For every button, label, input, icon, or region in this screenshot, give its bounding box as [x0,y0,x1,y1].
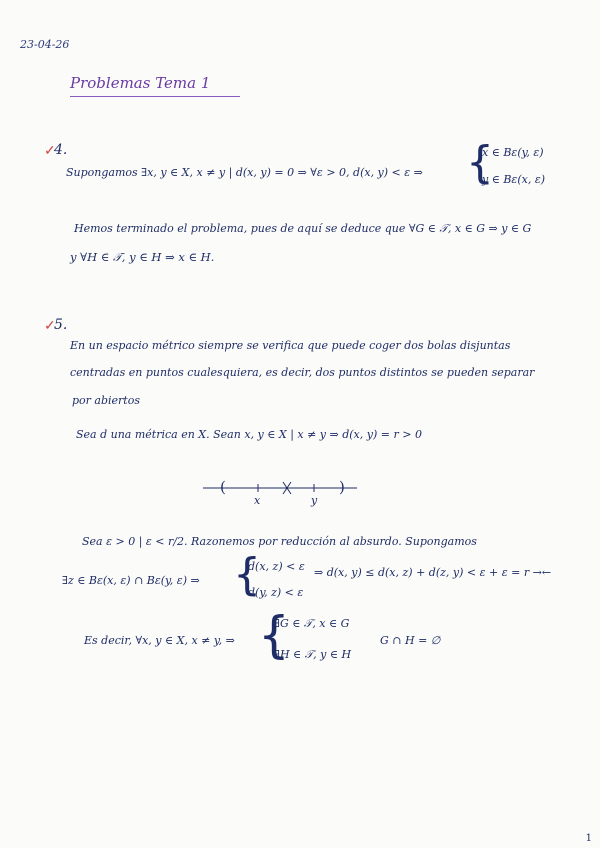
problem4-case2: y ∈ Bε(x, ε) [482,173,546,186]
problem5-conclusion-left: Es decir, ∀x, y ∈ X, x ≠ y, ⇒ [84,634,235,647]
problem4-line3: y ∀H ∈ 𝒯, y ∈ H ⇒ x ∈ H. [70,250,215,264]
date: 23-04-26 [20,38,70,51]
problem5-paragraph-line1: En un espacio métrico siempre se verifica que puede coger dos bolas disjuntas [70,339,511,352]
problem5-z-line-left: ∃z ∈ Bε(x, ε) ∩ Bε(y, ε) ⇒ [62,574,200,587]
title-underline [70,96,240,97]
x-point-label: x [254,494,261,507]
problem5-checkmark: ✓ [44,318,56,334]
problem5-metric-line: Sea d una métrica en X. Sean x, y ∈ X | x ≠ y ⇒ d(x, y) = r > 0 [76,428,422,441]
problem4-line2: Hemos terminado el problema, pues de aquí se deduce que ∀G ∈ 𝒯, x ∈ G ⇒ y ∈ G [74,222,532,235]
problem5-epsilon-line: Sea ε > 0 | ε < r/2. Razonemos por reducción al absurdo. Supongamos [82,535,477,548]
ball-left-paren: ( [220,478,226,496]
problem5-number: 5. [54,317,68,333]
problem4-checkmark: ✓ [44,143,56,159]
problem5-conclusion-brace: { [258,606,290,664]
problem5-z-line-right: ⇒ d(x, y) ≤ d(x, z) + d(z, y) < ε + ε = r →← [314,566,552,579]
y-point-label: y [311,494,318,507]
page-number: 1 [585,833,592,844]
ball-right-paren: ) [339,478,345,496]
problem5-paragraph-line2: centradas en puntos cualesquiera, es decir, dos puntos distintos se pueden separar [70,366,535,379]
problem5-z-case2: d(y, z) < ε [248,586,304,599]
problem5-paragraph-line3: por abiertos [72,394,140,407]
problem4-line1: Supongamos ∃x, y ∈ X, x ≠ y | d(x, y) = 0 ⇒ ∀ε > 0, d(x, y) < ε ⇒ [66,166,423,179]
problem4-brace: { [466,137,494,188]
problem5-z-brace: { [233,549,261,600]
problem5-z-case1: d(x, z) < ε [248,560,305,573]
problem5-conclusion-case2: ∃H ∈ 𝒯, y ∈ H [274,648,352,661]
page-title: Problemas Tema 1 [70,74,211,92]
problem4-case1: x ∈ Bε(y, ε) [482,146,544,159]
problem5-conclusion-case1: ∃G ∈ 𝒯, x ∈ G [274,617,350,630]
problem5-conclusion-right: G ∩ H = ∅ [380,634,441,647]
problem4-number: 4. [54,142,68,158]
